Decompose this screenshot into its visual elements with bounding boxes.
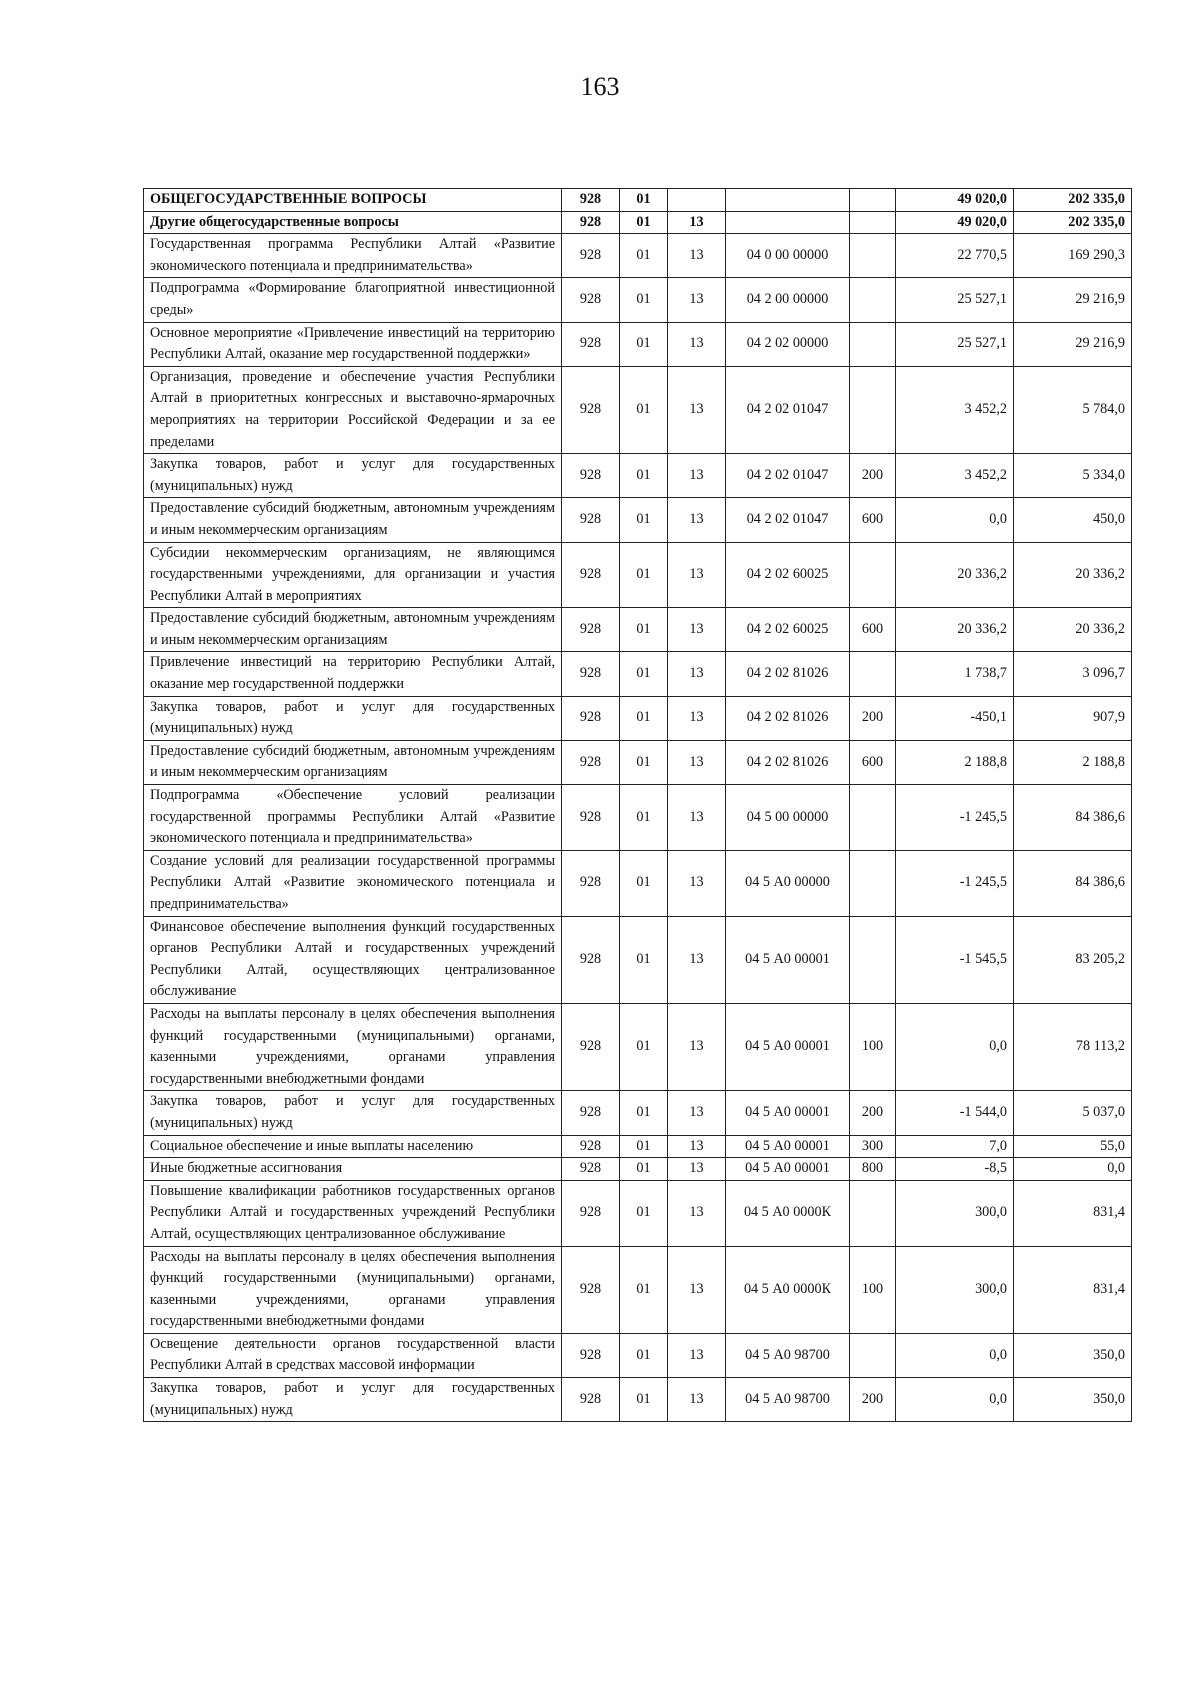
target-article-code: 04 2 02 81026: [726, 696, 850, 740]
table-row: [144, 1246, 1132, 1333]
expense-type-code: 600: [850, 740, 896, 784]
target-article-code: 04 2 02 01047: [726, 498, 850, 542]
table-row: [144, 211, 1132, 234]
ved-code: 928: [562, 652, 620, 696]
amount-total: 5 037,0: [1014, 1091, 1132, 1135]
amount-change: -8,5: [896, 1158, 1014, 1181]
ved-code: 928: [562, 785, 620, 851]
section-code: 01: [620, 278, 668, 322]
target-article-code: 04 5 А0 00001: [726, 916, 850, 1003]
ved-code: 928: [562, 542, 620, 608]
row-name: Закупка товаров, работ и услуг для государственных (муниципальных) нужд: [144, 1091, 562, 1135]
subsection-code: 13: [668, 785, 726, 851]
ved-code: 928: [562, 1158, 620, 1181]
amount-total: 0,0: [1014, 1158, 1132, 1181]
ved-code: 928: [562, 366, 620, 453]
row-name: Освещение деятельности органов государственной власти Республики Алтай в средствах массовой информации: [144, 1333, 562, 1377]
amount-change: 0,0: [896, 1378, 1014, 1422]
target-article-code: 04 5 А0 00000: [726, 850, 850, 916]
subsection-code: 13: [668, 850, 726, 916]
section-code: 01: [620, 1333, 668, 1377]
expense-type-code: 200: [850, 696, 896, 740]
expense-type-code: [850, 234, 896, 278]
row-name: Расходы на выплаты персоналу в целях обеспечения выполнения функций государственными (муниципальными) органами, казенными учреждениями, органами управления государственными внебюджетными фондами: [144, 1003, 562, 1090]
amount-change: -1 245,5: [896, 785, 1014, 851]
section-code: 01: [620, 652, 668, 696]
expense-type-code: [850, 189, 896, 212]
expense-type-code: 600: [850, 498, 896, 542]
expense-type-code: [850, 278, 896, 322]
amount-total: 29 216,9: [1014, 322, 1132, 366]
amount-change: 3 452,2: [896, 366, 1014, 453]
amount-total: 5 784,0: [1014, 366, 1132, 453]
section-code: 01: [620, 542, 668, 608]
subsection-code: 13: [668, 1091, 726, 1135]
subsection-code: [668, 189, 726, 212]
page-number: 163: [580, 72, 620, 101]
amount-change: -450,1: [896, 696, 1014, 740]
table-row: [144, 740, 1132, 784]
subsection-code: 13: [668, 1378, 726, 1422]
section-code: 01: [620, 916, 668, 1003]
target-article-code: 04 5 00 00000: [726, 785, 850, 851]
section-code: 01: [620, 740, 668, 784]
amount-change: 3 452,2: [896, 454, 1014, 498]
expense-type-code: [850, 1180, 896, 1246]
amount-total: 907,9: [1014, 696, 1132, 740]
budget-table: [143, 188, 1132, 1422]
amount-total: 3 096,7: [1014, 652, 1132, 696]
subsection-code: 13: [668, 696, 726, 740]
section-code: 01: [620, 1180, 668, 1246]
table-row: [144, 498, 1132, 542]
section-code: 01: [620, 234, 668, 278]
row-name: Создание условий для реализации государственной программы Республики Алтай «Развитие экономического потенциала и предпринимательства»: [144, 850, 562, 916]
target-article-code: 04 5 А0 00001: [726, 1003, 850, 1090]
table-row: [144, 1180, 1132, 1246]
subsection-code: 13: [668, 234, 726, 278]
ved-code: 928: [562, 1135, 620, 1158]
subsection-code: 13: [668, 608, 726, 652]
ved-code: 928: [562, 211, 620, 234]
target-article-code: 04 2 02 01047: [726, 366, 850, 453]
amount-total: 831,4: [1014, 1246, 1132, 1333]
amount-change: 20 336,2: [896, 542, 1014, 608]
table-row: [144, 278, 1132, 322]
amount-total: 84 386,6: [1014, 785, 1132, 851]
ved-code: 928: [562, 1246, 620, 1333]
section-code: 01: [620, 1091, 668, 1135]
subsection-code: 13: [668, 652, 726, 696]
amount-total: 83 205,2: [1014, 916, 1132, 1003]
amount-total: 5 334,0: [1014, 454, 1132, 498]
table-row: [144, 652, 1132, 696]
expense-type-code: 800: [850, 1158, 896, 1181]
row-name: Закупка товаров, работ и услуг для государственных (муниципальных) нужд: [144, 1378, 562, 1422]
amount-change: 300,0: [896, 1246, 1014, 1333]
table-row: [144, 1091, 1132, 1135]
row-name: Основное мероприятие «Привлечение инвестиций на территорию Республики Алтай, оказание мер государственной поддержки»: [144, 322, 562, 366]
amount-total: 202 335,0: [1014, 189, 1132, 212]
expense-type-code: 200: [850, 1091, 896, 1135]
ved-code: 928: [562, 454, 620, 498]
table-row: [144, 234, 1132, 278]
ved-code: 928: [562, 1180, 620, 1246]
row-name: Подпрограмма «Формирование благоприятной инвестиционной среды»: [144, 278, 562, 322]
row-name: Подпрограмма «Обеспечение условий реализации государственной программы Республики Алтай «Развитие экономического потенциала и предпринимательства»: [144, 785, 562, 851]
target-article-code: 04 2 02 60025: [726, 542, 850, 608]
subsection-code: 13: [668, 322, 726, 366]
target-article-code: 04 5 А0 00001: [726, 1135, 850, 1158]
expense-type-code: [850, 211, 896, 234]
amount-change: -1 545,5: [896, 916, 1014, 1003]
ved-code: 928: [562, 1091, 620, 1135]
section-code: 01: [620, 608, 668, 652]
subsection-code: 13: [668, 1158, 726, 1181]
target-article-code: 04 2 02 81026: [726, 740, 850, 784]
subsection-code: 13: [668, 498, 726, 542]
ved-code: 928: [562, 498, 620, 542]
section-code: 01: [620, 1378, 668, 1422]
amount-total: 84 386,6: [1014, 850, 1132, 916]
amount-change: 49 020,0: [896, 211, 1014, 234]
subsection-code: 13: [668, 454, 726, 498]
row-name: Закупка товаров, работ и услуг для государственных (муниципальных) нужд: [144, 454, 562, 498]
table-row: [144, 916, 1132, 1003]
expense-type-code: 100: [850, 1003, 896, 1090]
section-code: 01: [620, 1135, 668, 1158]
amount-total: 20 336,2: [1014, 608, 1132, 652]
ved-code: 928: [562, 696, 620, 740]
table-row: [144, 608, 1132, 652]
row-name: Субсидии некоммерческим организациям, не являющимся государственными учреждениями, для организации и участия Республики Алтай в мероприятиях: [144, 542, 562, 608]
row-name: Предоставление субсидий бюджетным, автономным учреждениям и иным некоммерческим организациям: [144, 608, 562, 652]
ved-code: 928: [562, 322, 620, 366]
table-row: [144, 189, 1132, 212]
ved-code: 928: [562, 189, 620, 212]
section-code: 01: [620, 1246, 668, 1333]
ved-code: 928: [562, 608, 620, 652]
section-code: 01: [620, 785, 668, 851]
target-article-code: 04 2 02 01047: [726, 454, 850, 498]
row-name: Расходы на выплаты персоналу в целях обеспечения выполнения функций государственными (муниципальными) органами, казенными учреждениями, органами управления государственными внебюджетными фондами: [144, 1246, 562, 1333]
subsection-code: 13: [668, 740, 726, 784]
amount-total: 350,0: [1014, 1378, 1132, 1422]
ved-code: 928: [562, 850, 620, 916]
amount-total: 29 216,9: [1014, 278, 1132, 322]
subsection-code: 13: [668, 278, 726, 322]
amount-total: 169 290,3: [1014, 234, 1132, 278]
expense-type-code: 600: [850, 608, 896, 652]
ved-code: 928: [562, 1003, 620, 1090]
ved-code: 928: [562, 1378, 620, 1422]
expense-type-code: [850, 850, 896, 916]
section-code: 01: [620, 1003, 668, 1090]
row-name: Социальное обеспечение и иные выплаты населению: [144, 1135, 562, 1158]
amount-total: 350,0: [1014, 1333, 1132, 1377]
subsection-code: 13: [668, 916, 726, 1003]
table-row: [144, 1333, 1132, 1377]
section-code: 01: [620, 454, 668, 498]
row-name: ОБЩЕГОСУДАРСТВЕННЫЕ ВОПРОСЫ: [144, 189, 562, 212]
table-row: [144, 454, 1132, 498]
target-article-code: 04 2 02 00000: [726, 322, 850, 366]
amount-total: 450,0: [1014, 498, 1132, 542]
subsection-code: 13: [668, 366, 726, 453]
table-row: [144, 1135, 1132, 1158]
amount-change: 7,0: [896, 1135, 1014, 1158]
table-row: [144, 542, 1132, 608]
amount-total: 20 336,2: [1014, 542, 1132, 608]
section-code: 01: [620, 366, 668, 453]
expense-type-code: [850, 916, 896, 1003]
amount-change: 0,0: [896, 498, 1014, 542]
table-row: [144, 322, 1132, 366]
target-article-code: [726, 189, 850, 212]
amount-change: 25 527,1: [896, 322, 1014, 366]
target-article-code: 04 2 00 00000: [726, 278, 850, 322]
expense-type-code: [850, 1333, 896, 1377]
expense-type-code: 200: [850, 454, 896, 498]
target-article-code: [726, 211, 850, 234]
row-name: Повышение квалификации работников государственных органов Республики Алтай и государственных учреждений Республики Алтай, осуществляющих централизованное обслуживание: [144, 1180, 562, 1246]
table-row: [144, 366, 1132, 453]
expense-type-code: [850, 785, 896, 851]
amount-total: 2 188,8: [1014, 740, 1132, 784]
expense-type-code: [850, 652, 896, 696]
target-article-code: 04 2 02 81026: [726, 652, 850, 696]
target-article-code: 04 5 А0 00001: [726, 1091, 850, 1135]
amount-change: -1 544,0: [896, 1091, 1014, 1135]
target-article-code: 04 5 А0 98700: [726, 1333, 850, 1377]
table-row: [144, 850, 1132, 916]
ved-code: 928: [562, 916, 620, 1003]
ved-code: 928: [562, 1333, 620, 1377]
ved-code: 928: [562, 278, 620, 322]
row-name: Финансовое обеспечение выполнения функций государственных органов Республики Алтай и государственных учреждений Республики Алтай, осуществляющих централизованное обслуживание: [144, 916, 562, 1003]
amount-change: 1 738,7: [896, 652, 1014, 696]
subsection-code: 13: [668, 211, 726, 234]
target-article-code: 04 5 А0 0000К: [726, 1180, 850, 1246]
amount-change: -1 245,5: [896, 850, 1014, 916]
row-name: Закупка товаров, работ и услуг для государственных (муниципальных) нужд: [144, 696, 562, 740]
row-name: Другие общегосударственные вопросы: [144, 211, 562, 234]
row-name: Привлечение инвестиций на территорию Республики Алтай, оказание мер государственной поддержки: [144, 652, 562, 696]
row-name: Организация, проведение и обеспечение участия Республики Алтай в приоритетных конгрессных и выставочно-ярмарочных мероприятиях на территории Российской Федерации и за ее пределами: [144, 366, 562, 453]
table-row: [144, 1378, 1132, 1422]
target-article-code: 04 0 00 00000: [726, 234, 850, 278]
expense-type-code: 200: [850, 1378, 896, 1422]
amount-total: 78 113,2: [1014, 1003, 1132, 1090]
expense-type-code: [850, 366, 896, 453]
section-code: 01: [620, 211, 668, 234]
amount-change: 25 527,1: [896, 278, 1014, 322]
amount-change: 0,0: [896, 1333, 1014, 1377]
target-article-code: 04 5 А0 00001: [726, 1158, 850, 1181]
subsection-code: 13: [668, 1135, 726, 1158]
subsection-code: 13: [668, 1246, 726, 1333]
expense-type-code: 300: [850, 1135, 896, 1158]
row-name: Иные бюджетные ассигнования: [144, 1158, 562, 1181]
subsection-code: 13: [668, 542, 726, 608]
row-name: Государственная программа Республики Алтай «Развитие экономического потенциала и предпринимательства»: [144, 234, 562, 278]
section-code: 01: [620, 189, 668, 212]
section-code: 01: [620, 1158, 668, 1181]
subsection-code: 13: [668, 1180, 726, 1246]
table-row: [144, 785, 1132, 851]
ved-code: 928: [562, 234, 620, 278]
target-article-code: 04 5 А0 98700: [726, 1378, 850, 1422]
section-code: 01: [620, 850, 668, 916]
row-name: Предоставление субсидий бюджетным, автономным учреждениям и иным некоммерческим организациям: [144, 498, 562, 542]
section-code: 01: [620, 696, 668, 740]
amount-change: 20 336,2: [896, 608, 1014, 652]
target-article-code: 04 5 А0 0000К: [726, 1246, 850, 1333]
amount-total: 55,0: [1014, 1135, 1132, 1158]
table-row: [144, 696, 1132, 740]
amount-change: 2 188,8: [896, 740, 1014, 784]
expense-type-code: [850, 322, 896, 366]
expense-type-code: [850, 542, 896, 608]
target-article-code: 04 2 02 60025: [726, 608, 850, 652]
table-row: [144, 1158, 1132, 1181]
amount-change: 49 020,0: [896, 189, 1014, 212]
ved-code: 928: [562, 740, 620, 784]
amount-change: 300,0: [896, 1180, 1014, 1246]
amount-change: 22 770,5: [896, 234, 1014, 278]
amount-total: 831,4: [1014, 1180, 1132, 1246]
row-name: Предоставление субсидий бюджетным, автономным учреждениям и иным некоммерческим организациям: [144, 740, 562, 784]
section-code: 01: [620, 322, 668, 366]
subsection-code: 13: [668, 1003, 726, 1090]
expense-type-code: 100: [850, 1246, 896, 1333]
amount-change: 0,0: [896, 1003, 1014, 1090]
table-row: [144, 1003, 1132, 1090]
section-code: 01: [620, 498, 668, 542]
subsection-code: 13: [668, 1333, 726, 1377]
amount-total: 202 335,0: [1014, 211, 1132, 234]
